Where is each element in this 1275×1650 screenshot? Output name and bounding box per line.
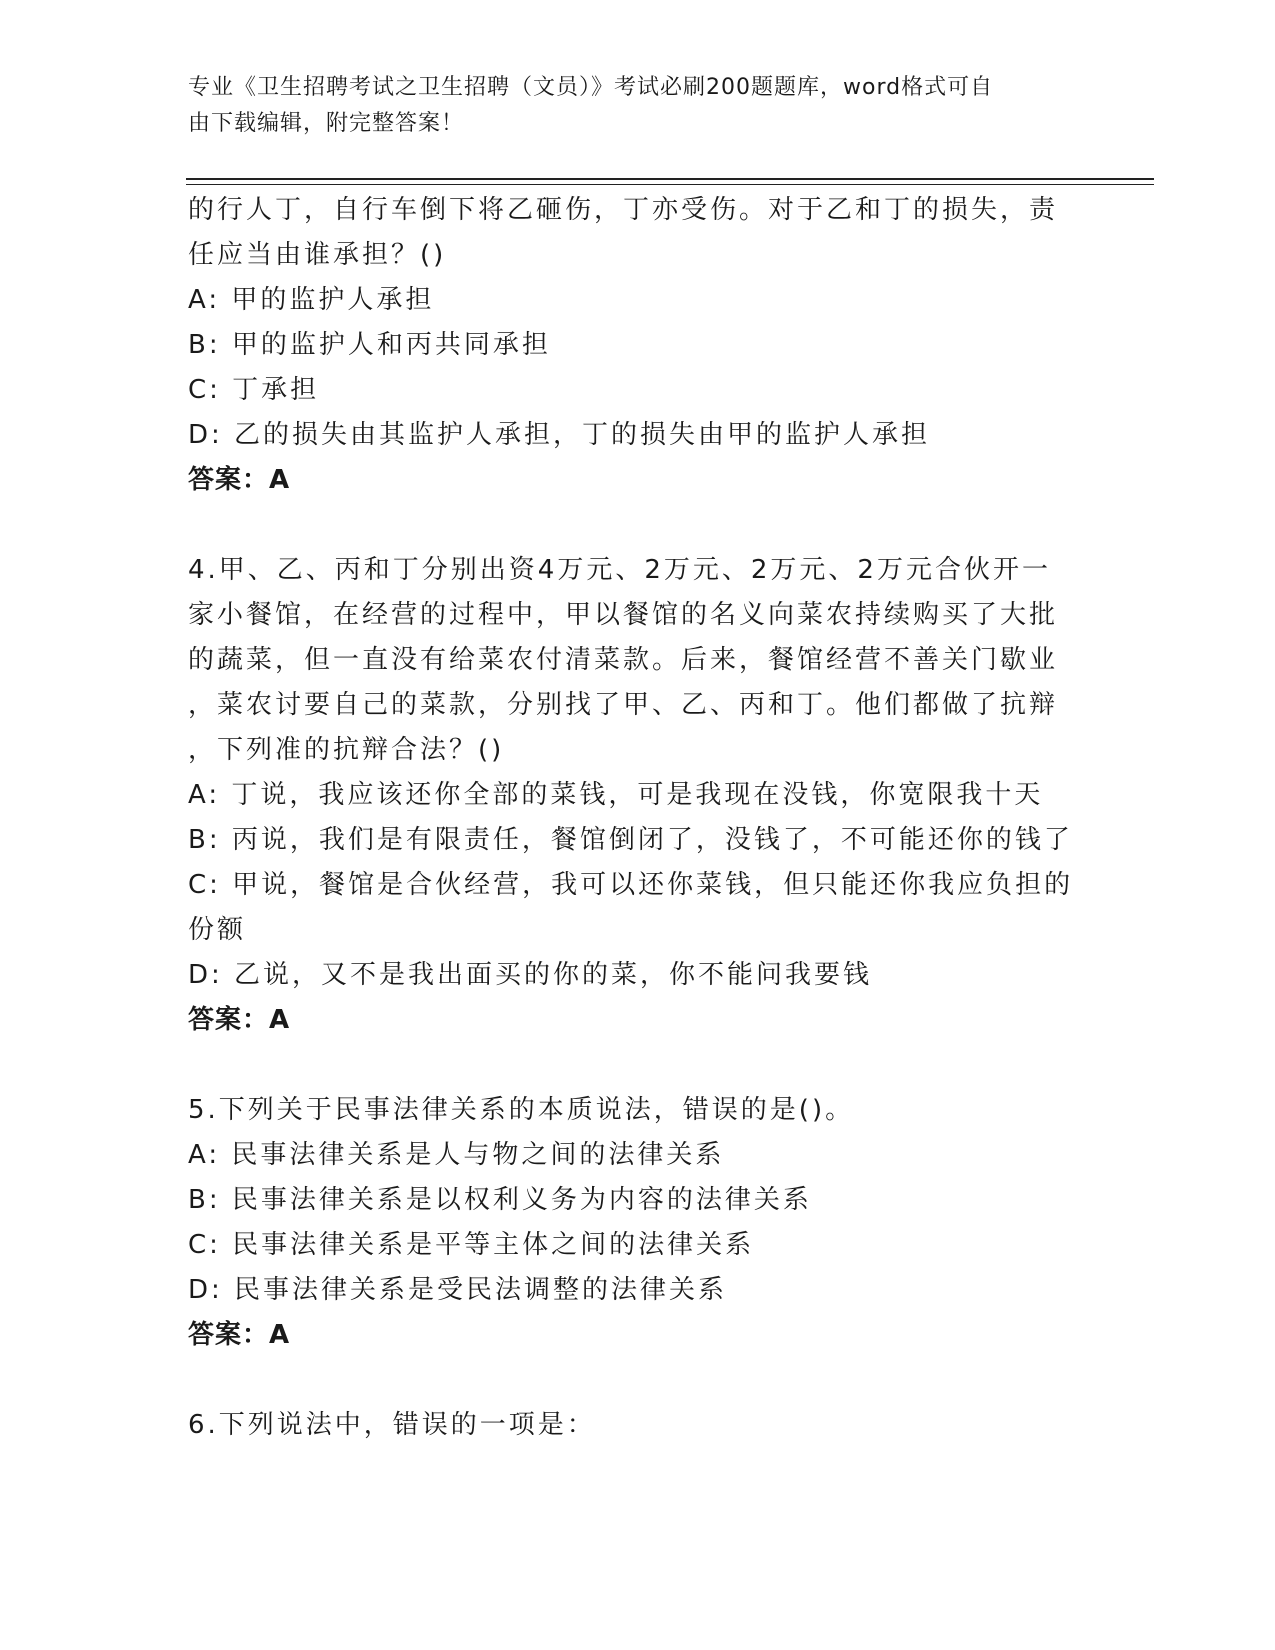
question-content [188, 188, 1088, 1448]
header-line-2: 由下载编辑，附完整答案！ [188, 111, 465, 136]
page-header [188, 70, 1068, 142]
q4-stem-line-1: 4.甲、乙、丙和丁分别出资4万元、2万元、2万元、2万元合伙开一 [188, 555, 1051, 585]
q4-stem-line-3: 的蔬菜，但一直没有给菜农付清菜款。后来，餐馆经营不善关门歇业 [188, 645, 1059, 675]
q3-option-b: B: 甲的监护人和丙共同承担 [188, 330, 551, 360]
q5-answer: 答案：A [188, 1320, 291, 1350]
q5-option-c: C: 民事法律关系是平等主体之间的法律关系 [188, 1230, 755, 1260]
q5-stem: 5.下列关于民事法律关系的本质说法，错误的是()。 [188, 1095, 855, 1125]
q3-option-d: D: 乙的损失由其监护人承担，丁的损失由甲的监护人承担 [188, 420, 931, 450]
q4-stem-line-2: 家小餐馆，在经营的过程中，甲以餐馆的名义向菜农持续购买了大批 [188, 600, 1059, 630]
q5-option-d: D: 民事法律关系是受民法调整的法律关系 [188, 1275, 728, 1305]
spacer [188, 503, 1088, 548]
header-rule-thick [186, 178, 1154, 180]
q4-option-c-line-2: 份额 [188, 915, 247, 945]
question-6 [188, 1403, 1088, 1448]
q4-stem-line-5: ，下列准的抗辩合法？() [188, 735, 505, 765]
q3-stem-line-2: 任应当由谁承担？() [188, 240, 447, 270]
q3-answer: 答案：A [188, 465, 291, 495]
q4-answer: 答案：A [188, 1005, 291, 1035]
q3-option-a: A: 甲的监护人承担 [188, 285, 435, 315]
header-rule-thin [186, 184, 1154, 185]
q3-option-c: C: 丁承担 [188, 375, 320, 405]
q3-stem-line-1: 的行人丁，自行车倒下将乙砸伤，丁亦受伤。对于乙和丁的损失，责 [188, 195, 1059, 225]
question-4 [188, 548, 1088, 1043]
q4-option-d: D: 乙说，又不是我出面买的你的菜，你不能问我要钱 [188, 960, 873, 990]
q4-stem-line-4: ，菜农讨要自己的菜款，分别找了甲、乙、丙和丁。他们都做了抗辩 [188, 690, 1059, 720]
q4-option-b: B: 丙说，我们是有限责任，餐馆倒闭了，没钱了，不可能还你的钱了 [188, 825, 1073, 855]
spacer [188, 1358, 1088, 1403]
q4-option-a: A: 丁说，我应该还你全部的菜钱，可是我现在没钱，你宽限我十天 [188, 780, 1044, 810]
q5-option-a: A: 民事法律关系是人与物之间的法律关系 [188, 1140, 725, 1170]
question-5 [188, 1088, 1088, 1358]
q6-stem: 6.下列说法中，错误的一项是： [188, 1410, 596, 1440]
q5-option-b: B: 民事法律关系是以权利义务为内容的法律关系 [188, 1185, 812, 1215]
q4-option-c-line-1: C: 甲说，餐馆是合伙经营，我可以还你菜钱，但只能还你我应负担的 [188, 870, 1074, 900]
header-line-1: 专业《卫生招聘考试之卫生招聘（文员）》考试必刷200题题库，word格式可自 [188, 75, 994, 100]
question-3 [188, 188, 1088, 503]
spacer [188, 1043, 1088, 1088]
